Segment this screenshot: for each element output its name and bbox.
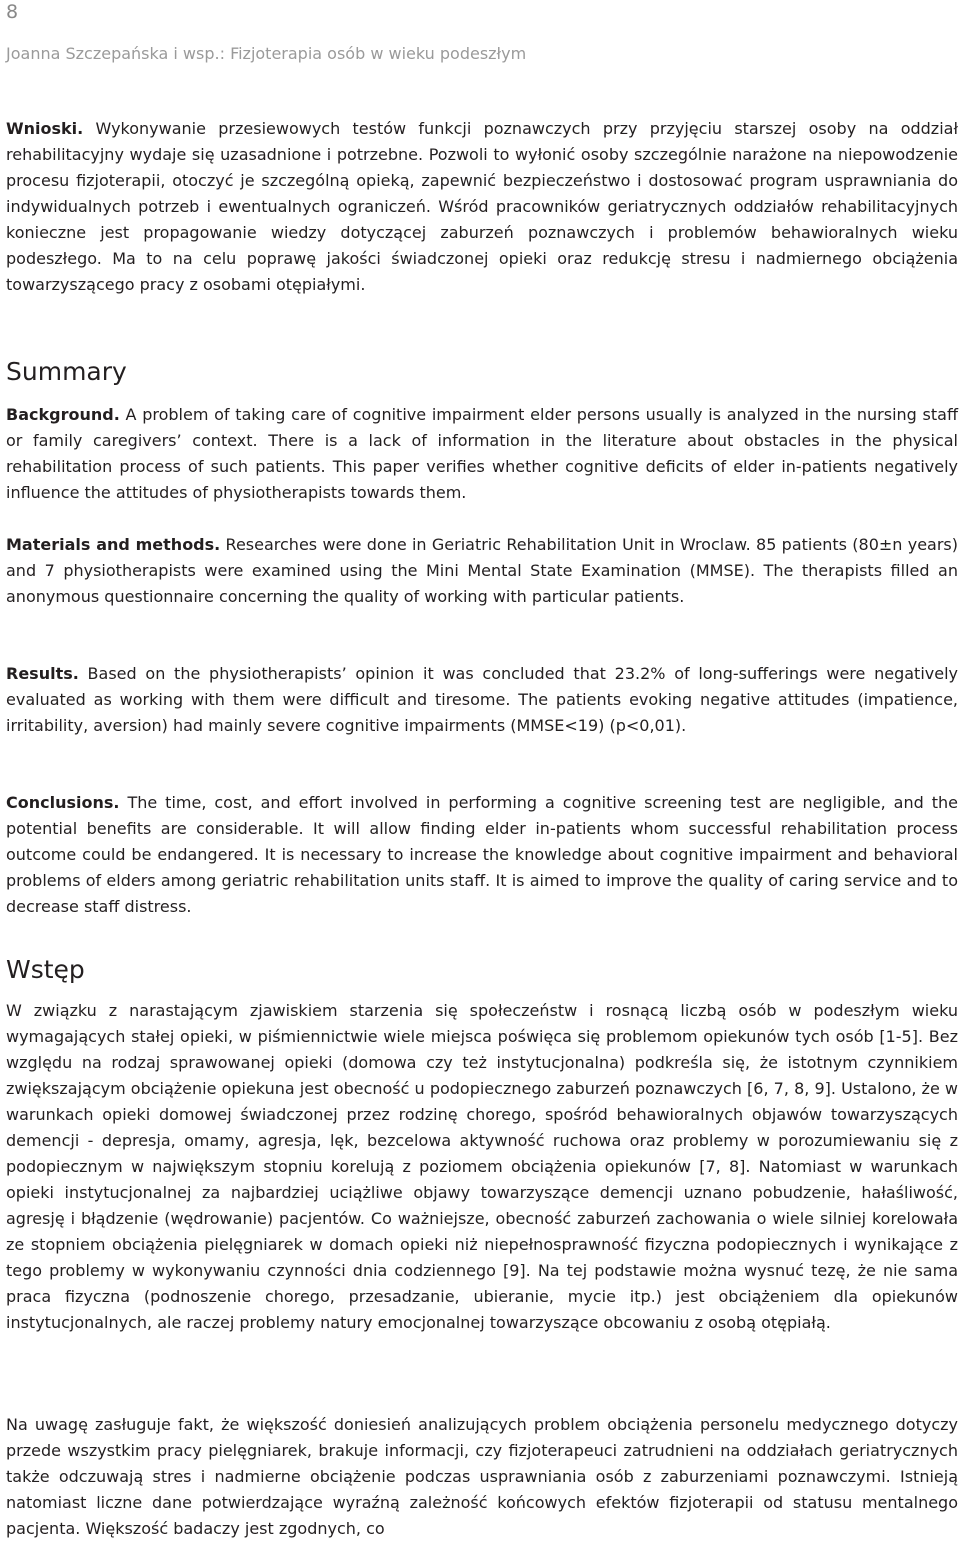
conclusions-label: Conclusions. xyxy=(6,793,120,812)
wstep-heading: Wstęp xyxy=(6,955,85,984)
results-paragraph xyxy=(6,661,958,739)
running-head: Joanna Szczepańska i wsp.: Fizjoterapia osób w wieku podeszłym xyxy=(6,44,527,63)
methods-label: Materials and methods. xyxy=(6,535,221,554)
background-text: A problem of taking care of cognitive impairment elder persons usually is analyzed in the nursing staff or family caregivers’ context. There is a lack of information in the literature about obstacles in the physical rehabilitation process of such patients. This paper verifies whether cognitive deficits of elder in-patients negatively influence the attitudes of physiotherapists towards them. xyxy=(6,405,958,502)
background-paragraph xyxy=(6,402,958,506)
wnioski-text: Wykonywanie przesiewowych testów funkcji poznawczych przy przyjęciu starszej osoby na oddział rehabilitacyjny wydaje się uzasadnione i potrzebne. Pozwoli to wyłonić osoby szczególnie narażone na niepowodzenie procesu fizjoterapii, otoczyć je szczególną opieką, zapewnić bezpieczeństwo i dostosować program usprawniania do indywidualnych potrzeb i ewentualnych ograniczeń. Wśród pracowników geriatrycznych oddziałów rehabilitacyjnych konieczne jest propagowanie wiedzy dotyczącej zaburzeń poznawczych i problemów behawioralnych wieku podeszłego. Ma to na celu poprawę jakości świadczonej opieki oraz redukcję stresu i nadmiernego obciążenia towarzyszącego pracy z osobami otępiałymi. xyxy=(6,119,958,294)
wstep-paragraph-1: W związku z narastającym zjawiskiem starzenia się społeczeństw i rosnącą liczbą osób w podeszłym wieku wymagających stałej opieki, w piśmiennictwie wiele miejsca poświęca się problemom opiekunów tych osób [1-5]. Bez względu na rodzaj sprawowanej opieki (domowa czy też instytucjonalna) podkreśla się, że istotnym czynnikiem zwiększającym obciążenie opiekuna jest obecność u podopiecznego zaburzeń poznawczych [6, 7, 8, 9]. Ustalono, że w warunkach opieki domowej świadczonej przez rodzinę chorego, spośród behawioralnych objawów towarzyszących demencji - depresja, omamy, agresja, lęk, bezcelowa aktywność ruchowa oraz problemy w porozumiewaniu się z podopiecznym w największym stopniu korelują z poziomem obciążenia opiekunów [7, 8]. Natomiast w warunkach opieki instytucjonalnej za najbardziej uciążliwe objawy towarzyszące demencji uznano pobudzenie, hałaśliwość, agresję i błądzenie (wędrowanie) pacjentów. Co ważniejsze, obecność zaburzeń zachowania o wiele silniej korelowała ze stopniem obciążenia pielęgniarek w domach opieki niż niepełnosprawność fizyczna podopiecznych i wynikające z tego problemy w wykonywaniu czynności dnia codziennego [9]. Na tej podstawie można wysnuć tezę, że nie sama praca fizyczna (podnoszenie chorego, przesadzanie, ubieranie, mycie itp.) jest obciążeniem dla opiekunów instytucjonalnych, ale raczej problemy natury emocjonalnej towarzyszące obcowaniu z osobą otępiałą. xyxy=(6,1001,958,1332)
methods-paragraph xyxy=(6,532,958,610)
wnioski-paragraph xyxy=(6,116,958,298)
results-text: Based on the physiotherapists’ opinion it was concluded that 23.2% of long-sufferings were negatively evaluated as working with them were difficult and tiresome. The patients evoking negative attitudes (impatience, irritability, aversion) had mainly severe cognitive impairments (MMSE<19) (p<0,01). xyxy=(6,664,958,735)
conclusions-text: The time, cost, and effort involved in performing a cognitive screening test are negligible, and the potential benefits are considerable. It will allow finding elder in-patients whom successful rehabilitation process outcome could be endangered. It is necessary to increase the knowledge about cognitive impairment and behavioral problems of elders among geriatric rehabilitation units staff. It is aimed to improve the quality of caring service and to decrease staff distress. xyxy=(6,793,958,916)
summary-heading: Summary xyxy=(6,357,127,386)
wnioski-label: Wnioski. xyxy=(6,119,84,138)
conclusions-paragraph xyxy=(6,790,958,920)
results-label: Results. xyxy=(6,664,79,683)
page-number: 8 xyxy=(6,1,19,23)
methods-text: Researches were done in Geriatric Rehabilitation Unit in Wroclaw. 85 patients (80±n years) and 7 physiotherapists were examined using the Mini Mental State Examination (MMSE). The therapists filled an anonymous questionnaire concerning the quality of working with particular patients. xyxy=(6,535,958,606)
wstep-paragraph-2: Na uwagę zasługuje fakt, że większość doniesień analizujących problem obciążenia personelu medycznego dotyczy przede wszystkim pracy pielęgniarek, brakuje informacji, czy fizjoterapeuci zatrudnieni na oddziałach geriatrycznych także odczuwają stres i nadmierne obciążenie podczas usprawniania osób z zaburzeniami poznawczymi. Istnieją natomiast liczne dane potwierdzające wyraźną zależność końcowych efektów fizjoterapii od statusu mentalnego pacjenta. Większość badaczy jest zgodnych, co xyxy=(6,1415,958,1538)
background-label: Background. xyxy=(6,405,120,424)
